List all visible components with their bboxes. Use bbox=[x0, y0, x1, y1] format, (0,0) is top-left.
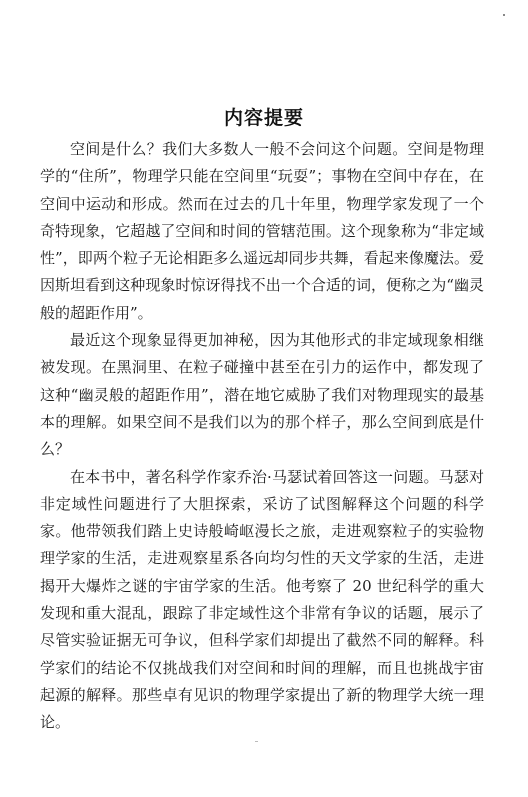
paragraph-3: 在本书中，著名科学作家乔治·马瑟试着回答这一问题。马瑟对非定域性问题进行了大胆探索，采访了试图解释这个问题的科学家。他带领我们踏上史诗般崎岖漫长之旅，走进观察粒子的实验物理学家的生活，走进观察星系各向均匀性的天文学家的生活，走进揭开大爆炸之谜的宇宙学家的生活。他考察了 20 世纪科学的重大发现和重大混乱，跟踪了非定域性这个非常有争议的话题，展示了尽管实验证据无可争议，但科学家们却提出了截然不同的解释。科学家们的结论不仅挑战我们对空间和时间的理解，而且也挑战宇宙起源的解释。那些卓有见识的物理学家提出了新的物理学大统一理论。 bbox=[40, 467, 484, 732]
paragraph-1: 空间是什么？我们大多数人一般不会问这个问题。空间是物理学的“住所”，物理学只能在空间里“玩耍”；事物在空间中存在，在空间中运动和形成。然而在过去的几十年里，物理学家发现了一个奇特现象，它超越了空间和时间的管辖范围。这个现象称为“非定域性”，即两个粒子无论相距多么遥远却同步共舞，看起来像魔法。爱因斯坦看到这种现象时惊讶得找不出一个合适的词，便称之为“幽灵般的超距作用”。 bbox=[40, 140, 484, 322]
page-speck bbox=[255, 741, 258, 742]
corner-speck bbox=[503, 14, 505, 16]
summary-body bbox=[40, 136, 484, 737]
section-title: 内容提要 bbox=[223, 106, 304, 129]
paragraph-2: 最近这个现象显得更加神秘，因为其他形式的非定域现象相继被发现。在黑洞里、在粒子碰撞中甚至在引力的运作中，都发现了这种“幽灵般的超距作用”，潜在地它威胁了我们对物理现实的最基本的理解。如果空间不是我们以为的那个样子，那么空间到底是什么？ bbox=[40, 331, 484, 459]
